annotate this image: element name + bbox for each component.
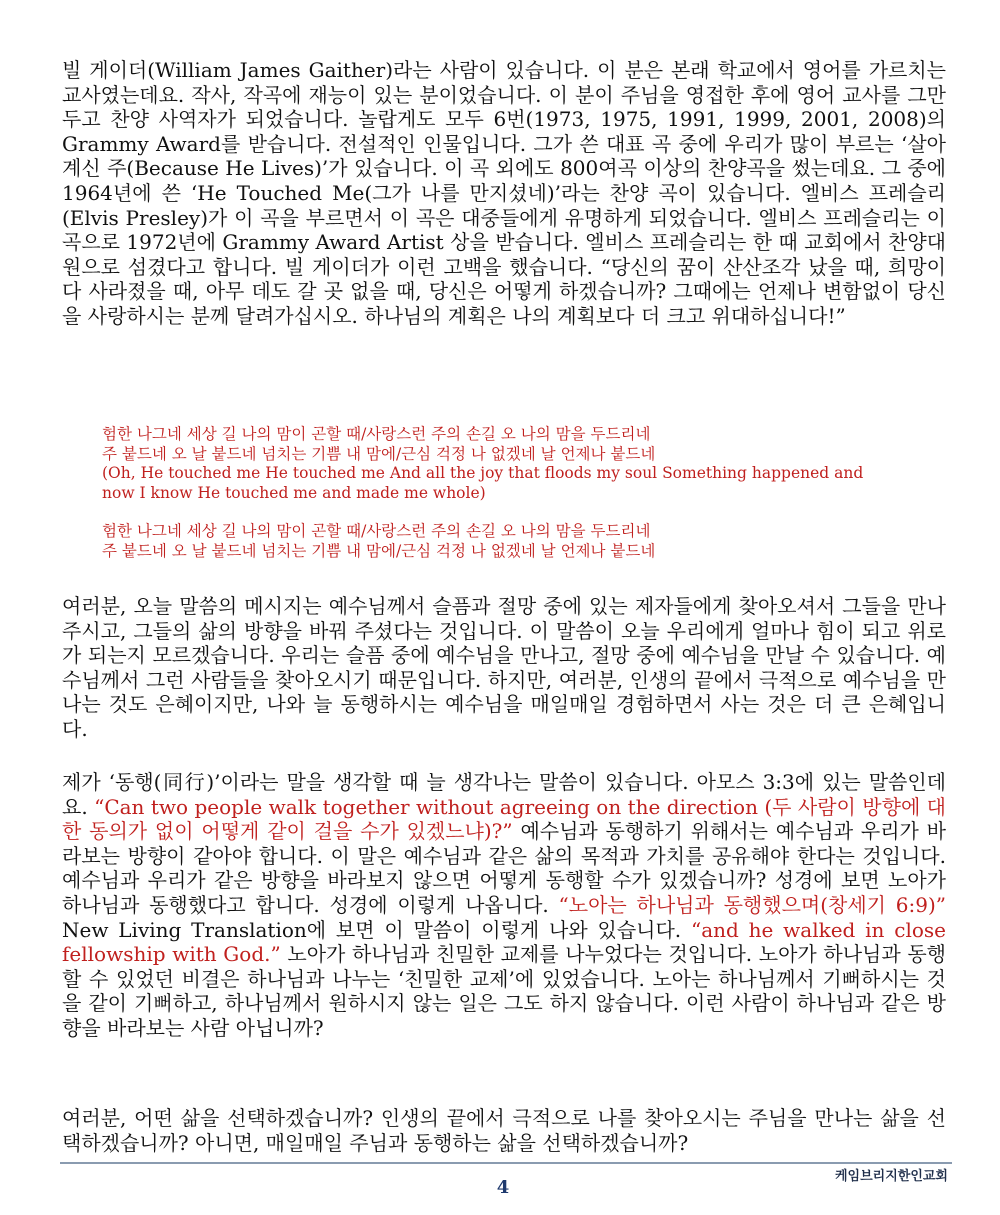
genesis-quote: “노아는 하나님과 동행했으며(창세기 6:9)” <box>558 892 946 917</box>
footer-divider <box>60 1162 952 1164</box>
paragraph-message: 여러분, 오늘 말씀의 메시지는 예수님께서 슬픔과 절망 중에 있는 제자들에게 찾아오셔서 그들을 만나주시고, 그들의 삶의 방향을 바꿔 주셨다는 것입니다. 이 말씀이 오늘 우리에게 얼마나 힘이 되고 위로가 되는지 모르겠습니다. 우리는 슬픔 중에 예수님을 만나고, 절망 중에 예수님을 만날 수 있습니다. 예수님께서 그런 사람들을 찾아오시기 때문입니다. 하지만, 여러분, 인생의 끝에서 극적으로 예수님을 만나는 것도 은혜이지만, 나와 늘 동행하시는 예수님을 매일매일 경험하면서 사는 것은 더 큰 은혜입니다. <box>62 594 946 741</box>
lyrics-line: (Oh, He touched me He touched me And all the joy that floods my soul Something happened and <box>102 464 864 483</box>
amos-quote: “Can two people walk together without agreeing on the direction (두 사람이 방향에 대한 동의가 없이 어떻게 같이 걸을 수가 있겠느냐)?” <box>62 794 946 844</box>
lyrics-block-2 <box>102 522 952 561</box>
lyrics-line: 험한 나그네 세상 길 나의 맘이 곤할 때/사랑스런 주의 손길 오 나의 맘을 두드리네 <box>102 522 651 540</box>
paragraph-text: 노아가 하나님과 친밀한 교제를 나누었다는 것입니다. 노아가 하나님과 동행할 수 있었던 비결은 하나님과 나누는 ‘친밀한 교제’에 있었습니다. 노아는 하나님께서 기뻐하시는 것을 같이 기뻐하고, 하나님께서 원하시지 않는 일은 그도 하지 않습니다. 이런 사람이 하나님과 같은 방향을 바라보는 사람 아닙니까? <box>62 942 946 1040</box>
paragraph-text: 제가 ‘동행(同行)’이라는 말을 생각할 때 늘 생각나는 말씀이 있습니다. 아모스 3:3에 있는 말씀인데요. <box>62 770 946 819</box>
lyrics-line: 주 붙드네 오 날 붙드네 넘치는 기쁨 내 맘에/근심 걱정 나 없겠네 날 언제나 붙드네 <box>102 444 656 463</box>
page-number: 4 <box>496 1177 510 1198</box>
nlt-quote: “and he walked in close fellowship with God.” <box>62 917 946 967</box>
paragraph-gaither: 빌 게이더(William James Gaither)라는 사람이 있습니다. 이 분은 본래 학교에서 영어를 가르치는 교사였는데요. 작사, 작곡에 재능이 있는 분이었습니다. 이 분이 주님을 영접한 후에 영어 교사를 그만두고 찬양 사역자가 되었습니다. 놀랍게도 모두 6번(1973, 1975, 1991, 1999, 2001, 2008)의 Grammy Award를 받습니다. 전설적인 인물입니다. 그가 쓴 대표 곡 중에 우리가 많이 부르는 ‘살아 계신 주(Because He Lives)’가 있습니다. 이 곡 외에도 800여곡 이상의 찬양곡을 썼는데요. 그 중에 1964년에 쓴 ‘He Touched Me(그가 나를 만지셨네)’라는 찬양 곡이 있습니다. 엘비스 프레슬리(Elvis Presley)가 이 곡을 부르면서 이 곡은 대중들에게 유명하게 되었습니다. 엘비스 프레슬리는 이 곡으로 1972년에 Grammy Award Artist 상을 받습니다. 엘비스 프레슬리는 한 때 교회에서 찬양대원으로 섬겼다고 합니다. 빌 게이더가 이런 고백을 했습니다. “당신의 꿈이 산산조각 났을 때, 희망이 다 사라졌을 때, 아무 데도 갈 곳 없을 때, 당신은 어떻게 하겠습니까? 그때에는 언제나 변함없이 당신을 사랑하시는 분께 달려가십시오. 하나님의 계획은 나의 계획보다 더 크고 위대하십니다!” <box>62 58 946 328</box>
lyrics-block-1 <box>102 425 952 503</box>
church-name: 케임브리지한인교회 <box>834 1169 948 1184</box>
lyrics-line: now I know He touched me and made me whole) <box>102 483 486 502</box>
paragraph-text: 예수님과 동행하기 위해서는 예수님과 우리가 바라보는 방향이 같아야 합니다. 이 말은 예수님과 같은 삶의 목적과 가치를 공유해야 한다는 것입니다. 예수님과 우리가 같은 방향을 바라보지 않으면 어떻게 동행할 수가 있겠습니까? 성경에 보면 노아가 하나님과 동행했다고 합니다. 성경에 이렇게 나옵니다. <box>62 819 946 917</box>
paragraph-choice: 여러분, 어떤 삶을 선택하겠습니까? 인생의 끝에서 극적으로 나를 찾아오시는 주님을 만나는 삶을 선택하겠습니까? 아니면, 매일매일 주님과 동행하는 삶을 선택하겠습니까? <box>62 1106 946 1155</box>
lyrics-line: 주 붙드네 오 날 붙드네 넘치는 기쁨 내 맘에/근심 걱정 나 없겠네 날 언제나 붙드네 <box>102 541 656 560</box>
lyrics-line: 험한 나그네 세상 길 나의 맘이 곤할 때/사랑스런 주의 손길 오 나의 맘을 두드리네 <box>102 425 651 443</box>
paragraph-text: New Living Translation에 보면 이 말씀이 이렇게 나와 있습니다. <box>62 917 691 942</box>
paragraph-walk-together <box>62 770 946 1041</box>
